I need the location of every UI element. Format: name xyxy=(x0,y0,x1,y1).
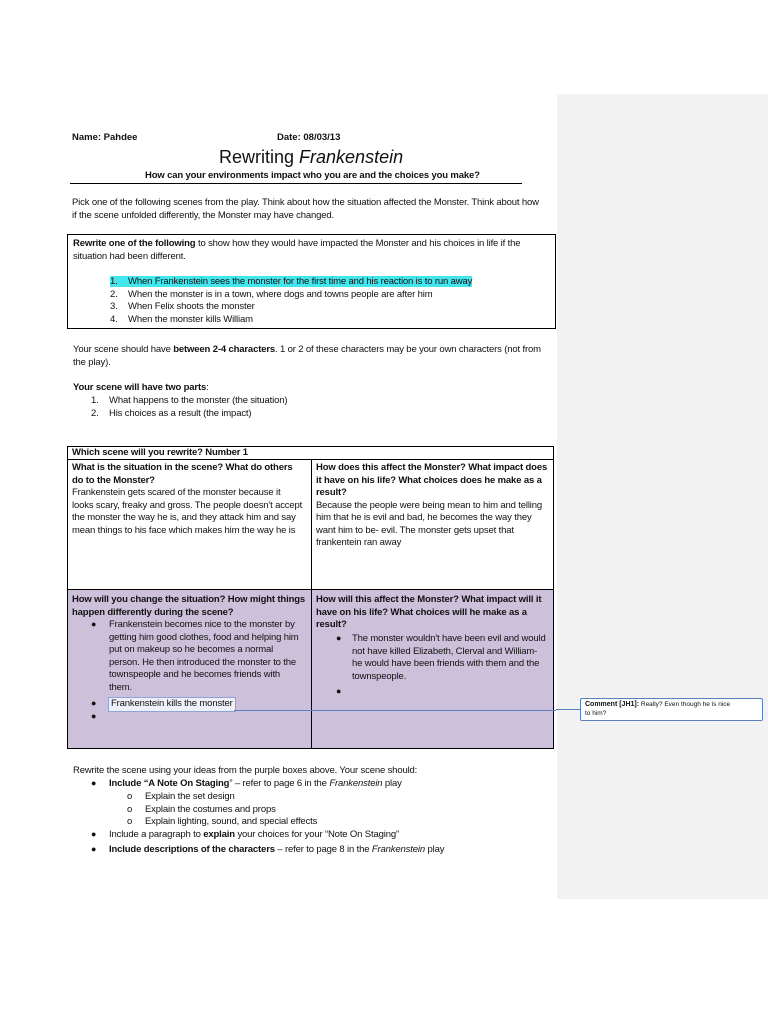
characters-text: Your scene should have between 2-4 characters. 1 or 2 of these characters may be your own characters (not from the play). xyxy=(73,344,541,368)
bullet-icon: ● xyxy=(336,633,342,643)
table-header: Which scene will you rewrite? Number 1 xyxy=(72,447,248,458)
comment-pane xyxy=(557,94,768,899)
scene-option-3: 3. When Felix shoots the monster xyxy=(110,301,255,312)
bullet-icon: ● xyxy=(91,778,97,788)
comment-connector xyxy=(234,710,556,711)
parts-heading: Your scene will have two parts: xyxy=(73,382,209,393)
bullet-icon: ● xyxy=(91,698,97,708)
comment-balloon[interactable]: Comment [JH1]: Really? Even though he is nice to him? xyxy=(580,698,763,721)
closing-bullet-2: Include a paragraph to explain your choices for your “Note On Staging” xyxy=(109,829,399,840)
scene-options-lead: Rewrite one of the following to show how they would have impacted the Monster and his choices in life if the situation had been different. xyxy=(73,238,521,262)
date: Date: 08/03/13 xyxy=(277,132,341,143)
closing-bullet-1: Include “A Note On Staging” – refer to page 6 in the Frankenstein play xyxy=(109,778,402,789)
title-rule xyxy=(70,183,522,184)
cell-effect-text: How does this affect the Monster? What impact does it have on his life? What choices does he make as a result? Because the people were being mean to him and telling him that he is evil and bad, he becomes the way they want him to be- evil. The monster gets upset that frankentein ran away xyxy=(316,462,548,548)
page-title: Rewriting Frankenstein xyxy=(219,147,404,167)
part-1: 1. What happens to the monster (the situation) xyxy=(91,395,288,406)
cell-change-text: How will you change the situation? How might things happen differently during the scene? xyxy=(72,594,306,618)
scene-option-2: 2. When the monster is in a town, where dogs and towns people are after him xyxy=(110,288,433,300)
cell-new-effect-text: How will this affect the Monster? What impact will it have on his life? What choices will he make as a result? xyxy=(316,594,542,630)
closing-subs: o Explain the set design o Explain the costumes and props o Explain lighting, sound, and special effects xyxy=(127,791,318,827)
scene-option-1: 1. When Frankenstein sees the monster for the first time and his reaction is to run away xyxy=(110,276,473,287)
bullet-icon: ● xyxy=(91,844,97,854)
bullet-icon: ● xyxy=(336,686,342,696)
parts-list xyxy=(91,395,287,420)
intro-text: Pick one of the following scenes from the play. Think about how the situation affected the Monster. Think about how if the scene unfolded differently, the Monster may have changed. xyxy=(72,197,539,221)
new-effect-bullet-1: The monster wouldn't have been evil and would not have killed Elizabeth, Clerval and William- he would have been friends with them and the townspeople. xyxy=(352,633,546,682)
part-2: 2. His choices as a result (the impact) xyxy=(91,407,252,419)
bullet-icon: ● xyxy=(91,711,97,721)
bullet-icon: ● xyxy=(91,829,97,839)
cell-situation-text: What is the situation in the scene? What do others do to the Monster? Frankenstein gets scared of the monster because it looks scary, freaky and gross. The people doesn't accept the monster the way he is, and they attack him and say mean things to his face which makes him the way he is xyxy=(72,462,303,536)
scene-option-4: 4. When the monster kills William xyxy=(110,313,253,325)
closing-bullet-3: Include descriptions of the characters – refer to page 8 in the Frankenstein play xyxy=(109,844,445,855)
closing-lead: Rewrite the scene using your ideas from the purple boxes above. Your scene should: xyxy=(73,765,418,776)
scene-options-list xyxy=(110,276,472,326)
student-name: Name: Pahdee xyxy=(72,132,138,143)
commented-text[interactable]: Frankenstein kills the monster xyxy=(108,697,236,712)
subtitle: How can your environments impact who you are and the choices you make? xyxy=(145,170,480,181)
comment-connector-tail xyxy=(556,709,580,710)
bullet-icon: ● xyxy=(91,619,97,629)
change-bullet-1: Frankenstein becomes nice to the monster by getting him good clothes, food and helping him put on makeup so he becomes a normal person. He then introduced the monster to the townspeople and he becomes friends with them. xyxy=(109,619,299,693)
